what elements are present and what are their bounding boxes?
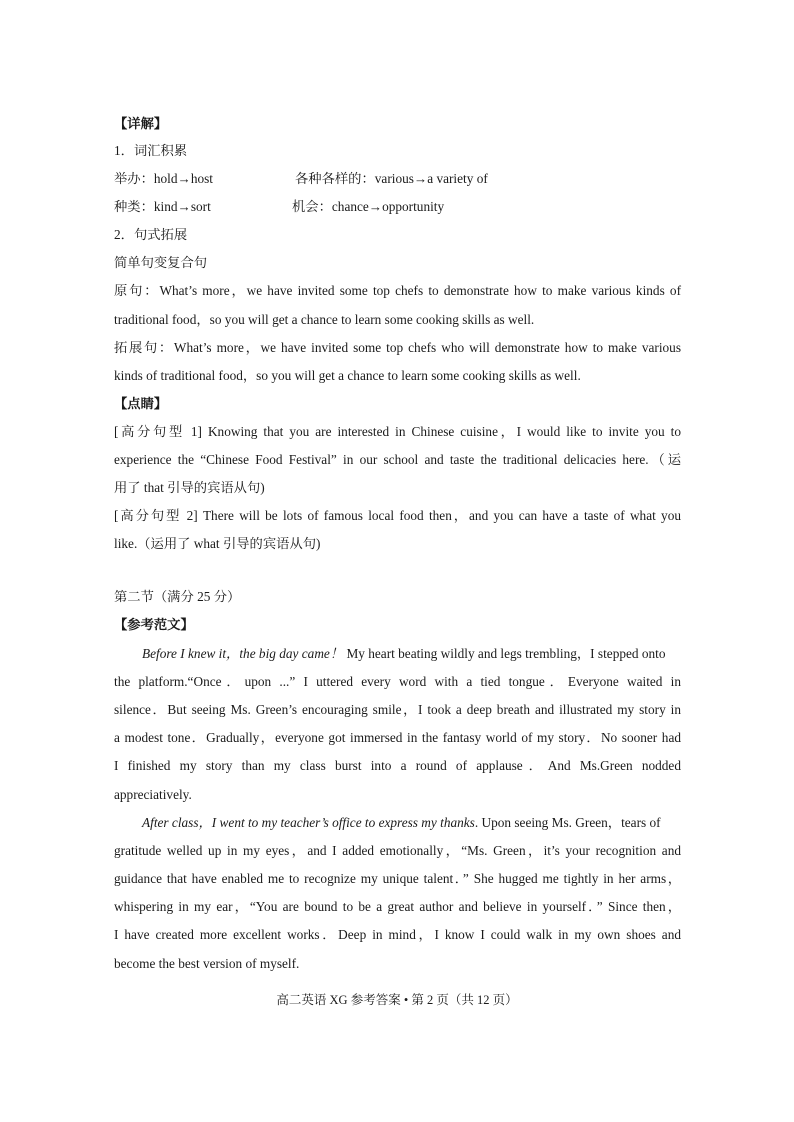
essay-text: . Upon seeing Ms. Green，tears of bbox=[474, 815, 661, 830]
essay-line: a modest tone．Gradually，everyone got immersed in the fantasy world of my story．No sooner had bbox=[114, 730, 681, 745]
highlight-sentence-1-line: experience the “Chinese Food Festival” in our school and taste the traditional delicacies here.（运 bbox=[114, 452, 681, 467]
essay-line: the platform.“Once．upon ...” I uttered every word with a tied tongue．Everyone waited in bbox=[114, 674, 681, 689]
essay-line: silence．But seeing Ms. Green’s encouraging smile，I took a deep breath and illustrated my story in bbox=[114, 702, 681, 717]
vocab-item: 种类：kind→sort bbox=[114, 199, 211, 214]
essay-line: appreciatively. bbox=[114, 787, 192, 802]
highlight-sentence-1-line: [高分句型 1] Knowing that you are interested in Chinese cuisine，I would like to invite you to bbox=[114, 424, 681, 439]
heading-sample: 【参考范文】 bbox=[114, 617, 194, 632]
section-1-title: 1．词汇积累 bbox=[114, 143, 188, 158]
essay-paragraph-2-first-line bbox=[142, 814, 661, 832]
original-sentence-line: traditional food，so you will get a chance to learn some cooking skills as well. bbox=[114, 312, 535, 327]
highlight-sentence-1-line: 用了 that 引导的宾语从句) bbox=[114, 480, 265, 495]
section-2-subtitle: 简单句变复合句 bbox=[114, 255, 208, 270]
essay-opening-sentence: After class，I went to my teacher’s office to express my thanks bbox=[142, 815, 475, 830]
extended-sentence-line: kinds of traditional food，so you will get a chance to learn some cooking skills as well. bbox=[114, 368, 581, 383]
essay-text: My heart beating wildly and legs trembling，I stepped onto bbox=[343, 646, 666, 661]
essay-line: guidance that have enabled me to recognize my unique talent．” She hugged me tightly in her arms， bbox=[114, 871, 681, 886]
section-title: 第二节（满分 25 分） bbox=[114, 589, 241, 604]
extended-sentence-line: 拓展句：What’s more，we have invited some top chefs who will demonstrate how to make various bbox=[114, 340, 681, 355]
vocab-item: 举办：hold→host bbox=[114, 171, 213, 186]
heading-point: 【点睛】 bbox=[114, 396, 168, 411]
highlight-sentence-2-line: [高分句型 2] There will be lots of famous local food then，and you can have a taste of what you bbox=[114, 508, 681, 523]
vocab-item: 机会：chance→opportunity bbox=[292, 199, 445, 214]
essay-line: I finished my story than my class burst into a round of applause．And Ms.Green nodded bbox=[114, 758, 681, 773]
essay-line: whispering in my ear，“You are bound to be a great author and believe in yourself．” Since then， bbox=[114, 899, 681, 914]
essay-line: I have created more excellent works．Deep in mind，I know I could walk in my own shoes and bbox=[114, 927, 681, 942]
essay-line: gratitude welled up in my eyes，and I added emotionally，“Ms. Green，it’s your recognition and bbox=[114, 843, 681, 858]
heading-detail: 【详解】 bbox=[114, 116, 168, 131]
essay-opening-sentence: Before I knew it，the big day came！ bbox=[142, 646, 344, 661]
essay-line: become the best version of myself. bbox=[114, 956, 300, 971]
essay-paragraph-1-first-line bbox=[142, 645, 666, 663]
highlight-sentence-2-line: like.（运用了 what 引导的宾语从句) bbox=[114, 536, 321, 551]
vocab-item: 各种各样的：various→a variety of bbox=[295, 171, 488, 186]
original-sentence-line: 原句：What’s more，we have invited some top chefs to demonstrate how to make various kinds of bbox=[114, 283, 681, 298]
page-footer: 高二英语 XG 参考答案 • 第 2 页（共 12 页） bbox=[276, 993, 518, 1007]
section-2-title: 2．句式拓展 bbox=[114, 227, 188, 242]
